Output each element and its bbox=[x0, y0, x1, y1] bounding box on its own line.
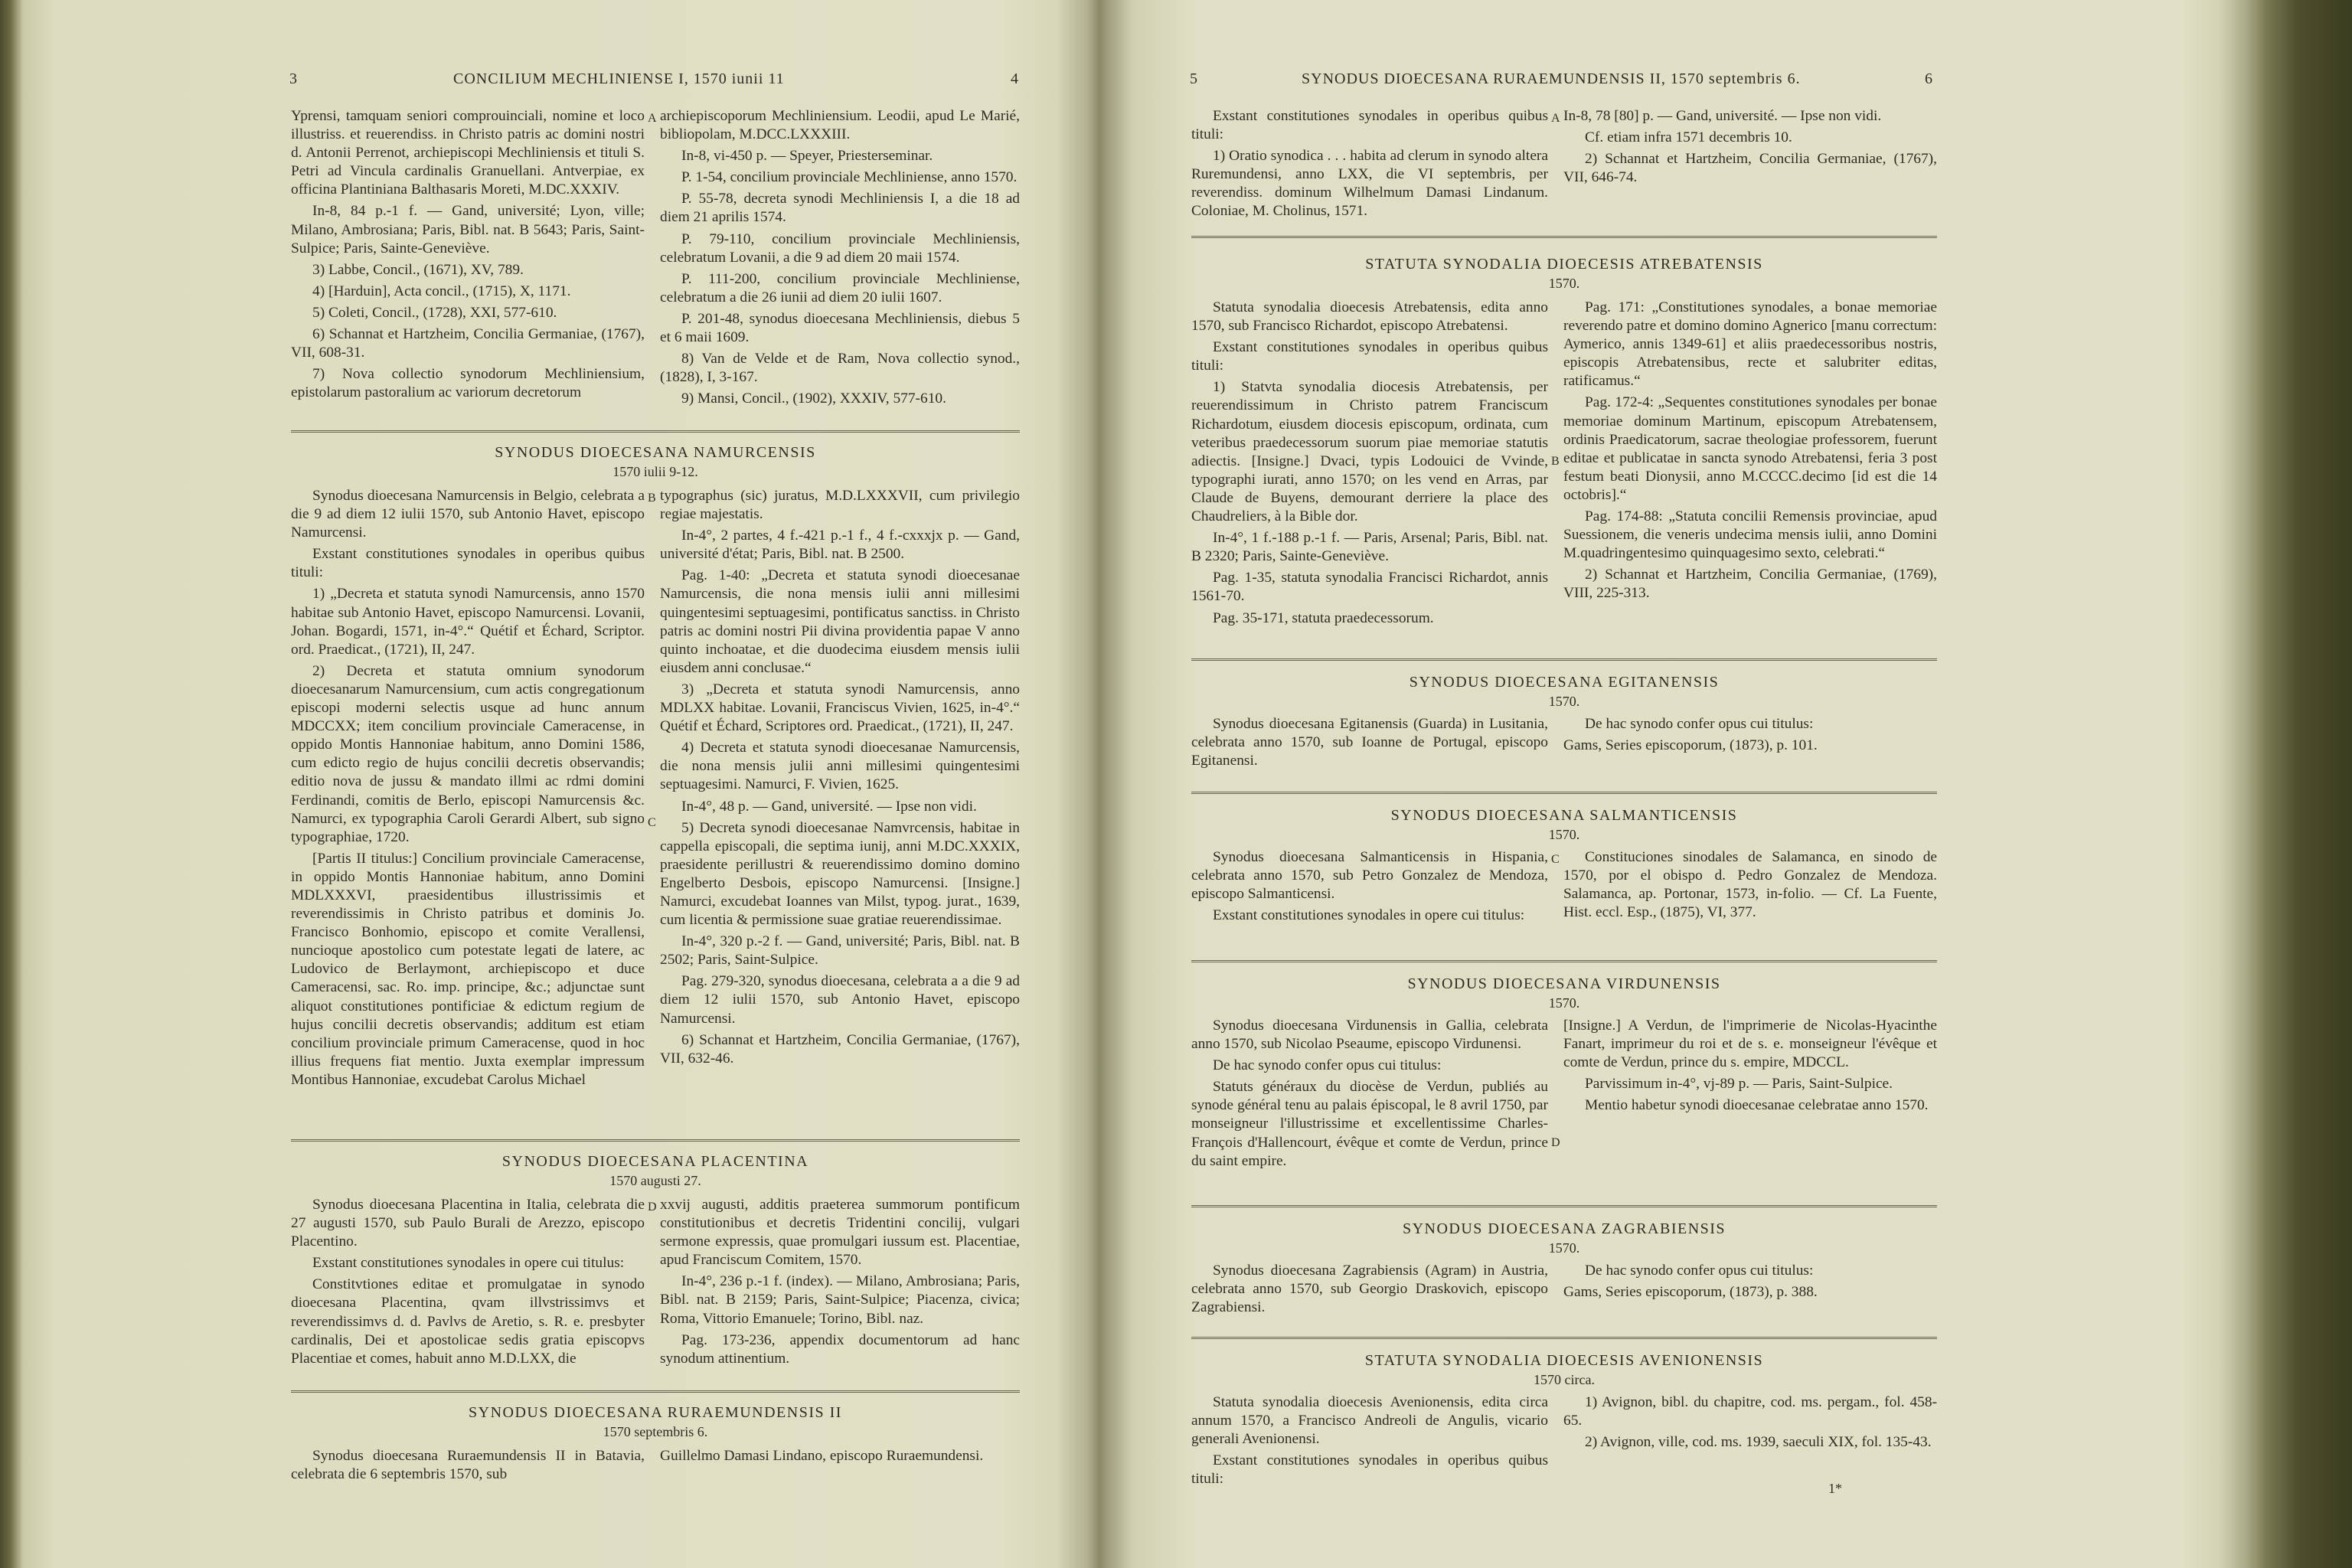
paragraph: Exstant constitutiones synodales in operibus quibus tituli: bbox=[291, 546, 645, 581]
section-title: SYNODUS DIOECESANA NAMURCENSIS bbox=[495, 444, 816, 461]
paragraph: De hac synodo confer opus cui titulus: bbox=[1585, 716, 1814, 732]
section-rule bbox=[1191, 960, 1937, 962]
section-rule bbox=[1191, 1205, 1937, 1207]
paragraph: In-4°, 2 partes, 4 f.-421 p.-1 f., 4 f.-cxxxjx p. — Gand, université d'état; Paris, Bibl. nat. B 2500. bbox=[660, 528, 1020, 563]
paragraph: P. 111-200, concilium provinciale Mechliniense, celebratum a die 26 iunii ad diem 20 iulii 1607. bbox=[660, 270, 1020, 305]
paragraph: P. 55-78, decreta synodi Mechliniensis I, a die 18 ad diem 21 aprilis 1574. bbox=[660, 191, 1020, 226]
column-left bbox=[1191, 1393, 1548, 1491]
section-rule bbox=[291, 1139, 1020, 1142]
paragraph: Statuta synodalia dioecesis Avenionensis, edita circa annum 1570, a Francisco Andreoli de Angulis, vicario generali Avenionensi. bbox=[1191, 1394, 1548, 1448]
section-rule bbox=[1191, 1337, 1937, 1339]
column-right bbox=[1563, 1262, 1937, 1305]
paragraph: In-4°, 1 f.-188 p.-1 f. — Paris, Arsenal; Paris, Bibl. nat. B 2320; Paris, Sainte-Geneviève. bbox=[1191, 530, 1548, 565]
right-page bbox=[1099, 0, 2352, 1568]
page-number-left: 3 bbox=[289, 70, 298, 87]
paragraph: Constitvtiones editae et promulgatae in synodo dioecesana Placentina, qvam illvstrissimvs et reverendissimvs d. d. Pavlvs de Aretio, s. R. e. presbyter cardinalis, Dei et apostolicae sedis gratia episcopvs Placentiae et comes, habuit anno M.D.LXX, die bbox=[291, 1276, 645, 1367]
paragraph: Pag. 279-320, synodus dioecesana, celebrata a a die 9 ad diem 12 iulii 1570, sub Antonio Havet, episcopo Namurcensi. bbox=[660, 973, 1020, 1027]
paragraph: 6) Schannat et Hartzheim, Concilia Germaniae, (1767), VII, 608-31. bbox=[291, 326, 645, 361]
paragraph: 4) Decreta et statuta synodi dioecesanae Namurcensis, die nona mensis julii anni millesimi quingentesimi septuagesimi. Namurci, F. Vivien, 1625. bbox=[660, 740, 1020, 793]
paragraph: Statuts généraux du diocèse de Verdun, publiés au synode général tenu au palais épiscopal, le 8 avril 1750, par monseigneur l'illustrissime et excellentissime Charles-François d'Hallencourt, évêque et comte de Verdun, prince du saint empire. bbox=[1191, 1079, 1548, 1169]
paragraph: Yprensi, tamquam seniori comprouinciali, nomine et loco illustriss. et reuerendiss. in Christo patris ac domini nostri d. Antonii Perrenot, archiepiscopi Mechliniensis et tituli S. Petri ad Vincula cardinalis Granuellani. Antverpiae, ex officina Plantiniana Balthasaris Moreti, M.DC.XXXIV. bbox=[291, 108, 645, 198]
section-date: 1570. bbox=[1548, 276, 1580, 291]
margin-letter: D bbox=[1551, 1136, 1560, 1149]
section-title: SYNODUS DIOECESANA VIRDUNENSIS bbox=[1407, 975, 1721, 992]
paragraph: In-8, vi-450 p. — Speyer, Priesterseminar. bbox=[681, 148, 933, 165]
section-date: 1570 iulii 9-12. bbox=[612, 464, 698, 479]
paragraph: Pag. 1-40: „Decreta et statuta synodi dioecesanae Namurcensis, die nona mensis iulii anni millesimi quingentesimi septuagesimi, pontificatus sanctiss. in Christo patris ac domini nostri Pii divina providentia papae V anno quinto inchoatae, et die duodecima eiusdem mensis iulii eiusdem anni conclusae.“ bbox=[660, 567, 1020, 676]
column-right bbox=[1563, 107, 1937, 190]
column-left bbox=[1191, 1262, 1548, 1320]
paragraph: 1) Oratio synodica . . . habita ad clerum in synodo altera Ruremundensi, anno LXX, die VI septembris, per reverendiss. dominum Wilhelmum Damasi Lindanum. Coloniae, M. Cholinus, 1571. bbox=[1191, 148, 1548, 220]
section-date: 1570 circa. bbox=[1534, 1372, 1595, 1387]
column-left bbox=[1191, 1017, 1548, 1174]
margin-letter: A bbox=[648, 112, 657, 125]
section-date: 1570. bbox=[1548, 694, 1580, 709]
section-rule bbox=[291, 1390, 1020, 1393]
section-title: SYNODUS DIOECESANA SALMANTICENSIS bbox=[1390, 807, 1738, 824]
paragraph: Cf. etiam infra 1571 decembris 10. bbox=[1585, 129, 1792, 146]
running-header: CONCILIUM MECHLINIENSE I, 1570 iunii 11 bbox=[453, 70, 785, 87]
page-number-right: 4 bbox=[1011, 70, 1019, 87]
section-title: SYNODUS DIOECESANA ZAGRABIENSIS bbox=[1402, 1220, 1726, 1237]
margin-letter: B bbox=[1551, 455, 1560, 468]
paragraph: In-8, 78 [80] p. — Gand, université. — Ipse non vidi. bbox=[1563, 108, 1882, 124]
paragraph: 8) Van de Velde et de Ram, Nova collectio synod., (1828), I, 3-167. bbox=[660, 351, 1020, 386]
paragraph: 6) Schannat et Hartzheim, Concilia Germaniae, (1767), VII, 632-46. bbox=[660, 1031, 1020, 1067]
paragraph: Parvissimum in-4°, vj-89 p. — Paris, Saint-Sulpice. bbox=[1585, 1076, 1893, 1093]
column-right bbox=[1563, 848, 1937, 925]
column-right bbox=[660, 1447, 1020, 1468]
column-right bbox=[1563, 1017, 1937, 1118]
paragraph: Synodus dioecesana Ruraemundensis II in Batavia, celebrata die 6 septembris 1570, sub bbox=[291, 1448, 645, 1483]
section-title: SYNODUS DIOECESANA EGITANENSIS bbox=[1409, 674, 1720, 691]
paragraph: In-8, 84 p.-1 f. — Gand, université; Lyon, ville; Milano, Ambrosiana; Paris, Bibl. nat. B 5643; Paris, Saint-Sulpice; Paris, Sainte-Geneviève. bbox=[291, 203, 645, 256]
section-date: 1570 septembris 6. bbox=[603, 1424, 708, 1439]
paragraph: 3) „Decreta et statuta synodi Namurcensis, anno MDLXX habitae. Lovanii, Franciscus Vivien, 1625, in-4°.“ Quétif et Échard, Scriptores ord. Praedicat., (1721), II, 247. bbox=[660, 681, 1020, 735]
paragraph: In-4°, 48 p. — Gand, université. — Ipse non vidi. bbox=[681, 798, 977, 815]
paragraph: 5) Coleti, Concil., (1728), XXI, 577-610. bbox=[312, 304, 557, 321]
paragraph: Mentio habetur synodi dioecesanae celebratae anno 1570. bbox=[1585, 1097, 1929, 1114]
column-right bbox=[660, 107, 1020, 411]
paragraph: De hac synodo confer opus cui titulus: bbox=[1585, 1263, 1814, 1279]
paragraph: 3) Labbe, Concil., (1671), XV, 789. bbox=[312, 261, 524, 278]
paragraph: 1) Statvta synodalia diocesis Atrebatensis, per reuerendissimum in Christo patrem Franciscum Richardotum, eiusdem diocesis episcopum, ordinata, cum veteribus praedecessorum suorum piae memoriae statutis adiectis. [Insigne.] Dvaci, typis Lodouici de Vvinde, typographi iurati, anno 1570; on les vend en Arras, par Claude de Buyens, demourant derriere la place des Chaudreliers, à la Bible dor. bbox=[1191, 379, 1548, 525]
paragraph: 2) Schannat et Hartzheim, Concilia Germaniae, (1767), VII, 646-74. bbox=[1563, 151, 1937, 186]
column-left bbox=[291, 1196, 645, 1371]
margin-letter: A bbox=[1551, 112, 1560, 125]
margin-letter: C bbox=[1551, 853, 1560, 866]
section-title: STATUTA SYNODALIA DIOECESIS AVENIONENSIS bbox=[1364, 1352, 1764, 1369]
paragraph: Gams, Series episcoporum, (1873), p. 101. bbox=[1563, 737, 1818, 754]
paragraph: [Partis II titulus:] Concilium provinciale Cameracense, in oppido Montis Hannoniae habitum, anno Domini MDLXXXVI, praesidentibus illustrissimis et reverendissimis in Christo patribus et dominis Jo. Francisco Bonhomio, episcopo et comite Verallensi, nuncioque apostolico cum potestate legati de latere, ac Ludovico de Berlaymont, archiepiscopo et duce Cameracensi, sac. Ro. imp. principe, &c.; adjunctae sunt aliquot constitutiones pontificiae & edictum regium de hujus concilii decretis observandis; additum est etiam concilium provinciale primum Cameracense, quod in hoc illius frequens fiat mentio. Juxta exemplar impressum Montibus Hannoniae, excudebat Carolus Michael bbox=[291, 850, 645, 1088]
paragraph: Guillelmo Damasi Lindano, episcopo Ruraemundensi. bbox=[660, 1448, 984, 1464]
column-right bbox=[1563, 715, 1937, 758]
paragraph: 2) Decreta et statuta omnium synodorum dioecesanarum Namurcensium, cum actis congregationum episcopi moderni selectis usque ad hunc annum MDCCXX; item concilium provinciale Cameracense, in oppido Montis Hannoniae habitum, anno Domini 1586, cum edicto regio de hujus concilii decretis observandis; editio nova de jussu & mandato illmi ac rdmi domini Ferdinandi, comitis de Berlo, episcopi Namurcensis &c. Namurci, ex typographia Caroli Gerardi Albert, sub signo typographiae, 1720. bbox=[291, 662, 645, 845]
paragraph: Exstant constitutiones synodales in operibus quibus tituli: bbox=[1191, 339, 1548, 374]
paragraph: P. 79-110, concilium provinciale Mechliniensis, celebratum Lovanii, a die 9 ad diem 20 maii 1574. bbox=[660, 230, 1020, 266]
paragraph: Pag. 172-4: „Sequentes constitutiones synodales per bonae memoriae dominum Martinum, episcopum Atrebatensem, ordinis Praedicatorum, sacrae theologiae professorem, fuerunt editae et publicatae in sancta synodo Atrebatensi, feria 3 post festum beati Dionysii, anno M.CCCC.decimo [id est die 14 octobris].“ bbox=[1563, 394, 1937, 503]
paragraph: Gams, Series episcoporum, (1873), p. 388. bbox=[1563, 1284, 1818, 1301]
left-page bbox=[0, 0, 1099, 1568]
section-rule bbox=[291, 430, 1020, 433]
paragraph: P. 1-54, concilium provinciale Mechliniense, anno 1570. bbox=[681, 169, 1018, 186]
paragraph: 9) Mansi, Concil., (1902), XXXIV, 577-610. bbox=[681, 390, 946, 407]
paragraph: Synodus dioecesana Egitanensis (Guarda) in Lusitania, celebrata anno 1570, sub Ioanne de Portugal, episcopo Egitanensi. bbox=[1191, 716, 1548, 769]
column-right bbox=[1563, 299, 1937, 606]
paragraph: Exstant constitutiones synodales in opere cui titulus: bbox=[312, 1255, 625, 1272]
margin-letter: C bbox=[648, 816, 656, 829]
paragraph: xxvij augusti, additis praeterea summorum pontificum constitutionibus et decretis Tridentini concilij, vulgari sermone expressis, quae promulgari iussum est. Placentiae, apud Franciscum Comitem, 1570. bbox=[660, 1197, 1020, 1269]
paragraph: Exstant constitutiones synodales in opere cui titulus: bbox=[1213, 907, 1525, 924]
section-rule bbox=[1191, 792, 1937, 794]
paragraph: archiepiscoporum Mechliniensium. Leodii, apud Le Marié, bibliopolam, M.DCC.LXXXIII. bbox=[660, 108, 1020, 143]
section-title: SYNODUS DIOECESANA RURAEMUNDENSIS II bbox=[469, 1404, 842, 1421]
paragraph: Synodus dioecesana Zagrabiensis (Agram) in Austria, celebrata anno 1570, sub Georgio Draskovich, episcopo Zagrabiensi. bbox=[1191, 1263, 1548, 1316]
paragraph: [Insigne.] A Verdun, de l'imprimerie de Nicolas-Hyacinthe Fanart, imprimeur du roi et de s. e. monseigneur l'évêque et comte de Verdun, prince du s. empire, MDCCL. bbox=[1563, 1018, 1937, 1071]
signature-mark: 1* bbox=[1828, 1481, 1842, 1496]
section-date: 1570 augusti 27. bbox=[609, 1173, 701, 1188]
margin-letter: D bbox=[648, 1200, 657, 1214]
paragraph: typographus (sic) juratus, M.D.LXXXVII, cum privilegio regiae majestatis. bbox=[660, 488, 1020, 523]
paragraph: 1) Avignon, bibl. du chapitre, cod. ms. pergam., fol. 458-65. bbox=[1563, 1394, 1937, 1429]
column-left bbox=[1191, 715, 1548, 773]
paragraph: Pag. 1-35, statuta synodalia Francisci Richardot, annis 1561-70. bbox=[1191, 570, 1548, 605]
page-number-right: 6 bbox=[1925, 70, 1933, 87]
column-left bbox=[291, 107, 645, 405]
paragraph: 7) Nova collectio synodorum Mechliniensium, epistolarum pastoralium ac variorum decretorum bbox=[291, 366, 645, 401]
section-date: 1570. bbox=[1548, 1240, 1580, 1256]
paragraph: Statuta synodalia dioecesis Atrebatensis, edita anno 1570, sub Francisco Richardot, episcopo Atrebatensi. bbox=[1191, 299, 1548, 335]
section-date: 1570. bbox=[1548, 827, 1580, 842]
paragraph: Pag. 174-88: „Statuta concilii Remensis provinciae, apud Suessionem, die veneris undecima mensis iulii, anno Domini M.quadringentesimo quinquagesimo sexto, celebrati.“ bbox=[1563, 508, 1937, 562]
paragraph: In-4°, 320 p.-2 f. — Gand, université; Paris, Bibl. nat. B 2502; Paris, Saint-Sulpice. bbox=[660, 933, 1020, 969]
section-rule bbox=[1191, 658, 1937, 661]
section-date: 1570. bbox=[1548, 995, 1580, 1011]
column-right bbox=[660, 487, 1020, 1071]
paragraph: Exstant constitutiones synodales in operibus quibus tituli: bbox=[1191, 108, 1548, 143]
paragraph: Pag. 35-171, statuta praedecessorum. bbox=[1213, 609, 1434, 626]
column-left bbox=[1191, 848, 1548, 928]
column-left bbox=[291, 1447, 645, 1487]
paragraph: Constituciones sinodales de Salamanca, en sinodo de 1570, por el obispo d. Pedro Gonzalez de Mendoza. Salamanca, ap. Portonar, 1573, in-folio. — Cf. La Fuente, Hist. eccl. Esp., (1875), VI, 377. bbox=[1563, 849, 1937, 921]
column-right bbox=[1563, 1393, 1937, 1455]
section-title: STATUTA SYNODALIA DIOECESIS ATREBATENSIS bbox=[1365, 256, 1763, 273]
column-right bbox=[660, 1196, 1020, 1371]
paragraph: 5) Decreta synodi dioecesanae Namvrcensis, habitae in cappella episcopali, die septima iunij, anni M.DC.XXXIX, praesidente perillustri & reuerendissimo domino domino Engelberto Desbois, episcopo Namurcensi. [Insigne.] Namurci, excudebat Ioannes van Milst, typog. jurat., 1639, cum licentia & permissione suae gratiae reuerendissimae. bbox=[660, 819, 1020, 929]
paragraph: 1) „Decreta et statuta synodi Namurcensis, anno 1570 habitae sub Antonio Havet, episcopo Namurcensi. Lovanii, Johan. Bogardi, 1571, in-4°.“ Quétif et Échard, Scriptor. ord. Praedicat., (1721), II, 247. bbox=[291, 586, 645, 658]
paragraph: 2) Schannat et Hartzheim, Concilia Germaniae, (1769), VIII, 225-313. bbox=[1563, 567, 1937, 602]
paragraph: Synodus dioecesana Virdunensis in Gallia, celebrata anno 1570, sub Nicolao Pseaume, episcopo Virdunensi. bbox=[1191, 1018, 1548, 1053]
paragraph: P. 201-48, synodus dioecesana Mechliniensis, diebus 5 et 6 maii 1609. bbox=[660, 310, 1020, 346]
paragraph: Pag. 171: „Constitutiones synodales, a bonae memoriae reverendo patre et domino domino Agnerico [manu correctum: Aymerico, annis 1349-61] et aliis praedecessoribus nostris, episcopis Atrebatensibus, recte et salubriter editas, ratificamus.“ bbox=[1563, 299, 1937, 390]
paragraph: 2) Avignon, ville, cod. ms. 1939, saeculi XIX, fol. 135-43. bbox=[1585, 1434, 1932, 1451]
paragraph: In-4°, 236 p.-1 f. (index). — Milano, Ambrosiana; Paris, Bibl. nat. B 2159; Paris, Saint-Sulpice; Piacenza, civica; Roma, Vittorio Emanuele; Torino, Bibl. naz. bbox=[660, 1273, 1020, 1327]
paragraph: Synodus dioecesana Namurcensis in Belgio, celebrata a die 9 ad diem 12 iulii 1570, sub Antonio Havet, episcopo Namurcensi. bbox=[291, 488, 645, 541]
section-rule bbox=[1191, 236, 1937, 238]
paragraph: 4) [Harduin], Acta concil., (1715), X, 1171. bbox=[312, 283, 571, 299]
margin-letter: B bbox=[648, 492, 656, 505]
section-title: SYNODUS DIOECESANA PLACENTINA bbox=[501, 1153, 809, 1170]
page-number-left: 5 bbox=[1190, 70, 1198, 87]
paragraph: Pag. 173-236, appendix documentorum ad hanc synodum attinentium. bbox=[660, 1331, 1020, 1367]
running-header: SYNODUS DIOECESANA RURAEMUNDENSIS II, 1570 septembris 6. bbox=[1302, 70, 1801, 87]
column-left bbox=[1191, 107, 1548, 224]
column-left bbox=[291, 487, 645, 1093]
paragraph: Synodus dioecesana Salmanticensis in Hispania, celebrata anno 1570, sub Petro Gonzalez de Mendoza, episcopo Salmanticensi. bbox=[1191, 849, 1548, 903]
paragraph: De hac synodo confer opus cui titulus: bbox=[1213, 1057, 1442, 1074]
paragraph: Exstant constitutiones synodales in operibus quibus tituli: bbox=[1191, 1452, 1548, 1488]
paragraph: Synodus dioecesana Placentina in Italia, celebrata die 27 augusti 1570, sub Paulo Burali de Arezzo, episcopo Placentino. bbox=[291, 1197, 645, 1250]
column-left bbox=[1191, 299, 1548, 631]
